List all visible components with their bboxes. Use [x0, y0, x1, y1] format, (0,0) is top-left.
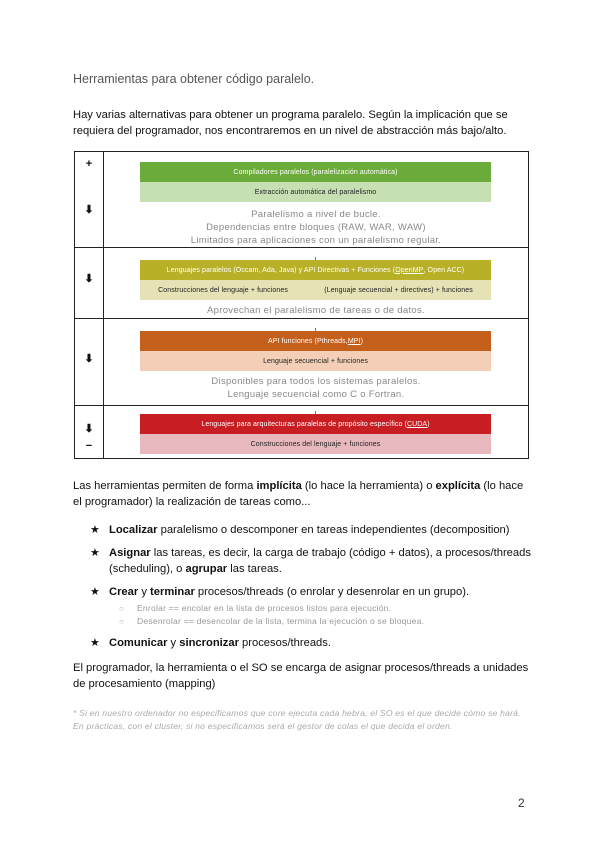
sub-list-item [109, 602, 540, 615]
plus-marker: + [85, 158, 93, 170]
table-row-divider [75, 247, 528, 248]
star-bullet-icon: ★ [90, 547, 100, 559]
language-constructs-bar [140, 280, 491, 300]
down-arrow-icon: ⬇ [84, 423, 94, 435]
down-arrow-icon: ⬇ [84, 353, 94, 365]
text: (lo hace la herramienta) o [301, 480, 436, 492]
abstraction-levels-table [74, 151, 529, 459]
auto-extraction-bar: Extracción automática del paralelismo [140, 182, 491, 202]
cuda-link[interactable]: CUDA [406, 420, 428, 428]
bold-text: terminar [150, 586, 195, 598]
circle-bullet-icon: ○ [119, 617, 125, 626]
text: Enrolar == encolar en la lista de procesos listos para ejecución. [137, 603, 392, 613]
api-functions-bar [140, 331, 491, 351]
page-number: 2 [518, 796, 525, 810]
desc-line: Limitados para aplicaciones con un paralelismo regular. [190, 235, 442, 246]
constructs-functions-bar: Construcciones del lenguaje + funciones [140, 434, 491, 454]
minus-marker: − [85, 440, 93, 452]
footnote: * Si en nuestro ordenador no especificamos que core ejecuta cada hebra, el SO es el que decide cómo se hará. En prácticas, con el cluster, si no especificamos será el gestor de colas el que decida el orden. [73, 708, 521, 731]
text: procesos/threads. [238, 637, 331, 649]
bold-text: explícita [435, 480, 481, 492]
star-bullet-icon: ★ [90, 586, 100, 598]
tasks-list [90, 522, 540, 658]
desc-line: Aprovechan el paralelismo de tareas o de datos. [207, 305, 425, 316]
desc-line: Disponibles para todos los sistemas paralelos. [211, 376, 421, 387]
bold-text: Localizar [109, 524, 158, 536]
desc-line: Paralelismo a nivel de bucle. [251, 209, 381, 220]
parallel-languages-bar [140, 260, 491, 280]
list-item [90, 545, 540, 577]
bar-text: API funciones (Pthreads, [267, 337, 348, 345]
bar-text-right: (Lenguaje secuencial + directives) + funciones [324, 286, 473, 294]
row1-description [104, 208, 528, 247]
text: procesos/threads (o enrolar y desenrolar en un grupo). [194, 586, 470, 598]
sub-list-item [109, 615, 540, 628]
intro-paragraph: Hay varias alternativas para obtener un programa paralelo. Según la implicación que se requiera del programador, nos encontraremos en un nivel de abstracción más bajo/alto. [73, 109, 508, 137]
text: Las herramientas permiten de forma [73, 480, 257, 492]
section-heading: Herramientas para obtener código paralelo. [73, 72, 315, 86]
table-row-divider [75, 405, 528, 406]
mapping-paragraph: El programador, la herramienta o el SO se encarga de asignar procesos/threads a unidades de procesamiento (mapping) [73, 662, 529, 690]
openmp-link[interactable]: OpenMP [395, 266, 424, 274]
bold-text: implícita [256, 480, 302, 492]
bold-text: Comunicar [109, 637, 168, 649]
bar-text: ) [427, 420, 430, 428]
desc-line: Lenguaje secuencial como C o Fortran. [227, 389, 405, 400]
bar-text: Lenguajes para arquitecturas paralelas de propósito específico ( [201, 420, 407, 428]
list-item [90, 522, 540, 538]
down-arrow-icon: ⬇ [84, 273, 94, 285]
circle-bullet-icon: ○ [119, 604, 125, 613]
bar-text: ) [360, 337, 364, 345]
mpi-link[interactable]: MPI [347, 337, 361, 345]
bold-text: agrupar [185, 563, 228, 575]
star-bullet-icon: ★ [90, 637, 100, 649]
list-item [90, 635, 540, 651]
down-arrow-icon: ⬇ [84, 204, 94, 216]
text: y [167, 637, 180, 649]
row3-description [104, 375, 528, 401]
text: y [138, 586, 151, 598]
desc-line: Dependencias entre bloques (RAW, WAR, WAW) [206, 222, 426, 233]
text: las tareas, es decir, la carga de trabajo (código + datos), a procesos/threads (scheduling), o [109, 547, 531, 575]
bold-text: Asignar [109, 547, 151, 559]
list-item [90, 584, 540, 628]
bold-text: sincronizar [179, 637, 239, 649]
bar-text-left: Construcciones del lenguaje + funciones [158, 286, 288, 294]
bold-text: Crear [109, 586, 139, 598]
sub-list [109, 602, 540, 628]
text: las tareas. [227, 563, 282, 575]
text: (lo hace el programador) la realización de tareas como... [73, 480, 524, 508]
sequential-language-bar: Lenguaje secuencial + funciones [140, 351, 491, 371]
text: Desenrolar == desencolar de la lista, termina la ejecución o se bloquea. [137, 616, 425, 626]
tools-paragraph [73, 478, 533, 510]
bar-text: Lenguajes paralelos (Occam, Ada, Java) y API Directivas + Funciones ( [166, 266, 396, 274]
text: paralelismo o descomponer en tareas independientes (decomposition) [157, 524, 510, 536]
specific-arch-languages-bar [140, 414, 491, 434]
bar-text: , Open ACC) [423, 266, 465, 274]
compilers-bar: Compiladores paralelos (paralelización automática) [140, 162, 491, 182]
table-row-divider [75, 318, 528, 319]
star-bullet-icon: ★ [90, 524, 100, 536]
row2-description [104, 304, 528, 317]
